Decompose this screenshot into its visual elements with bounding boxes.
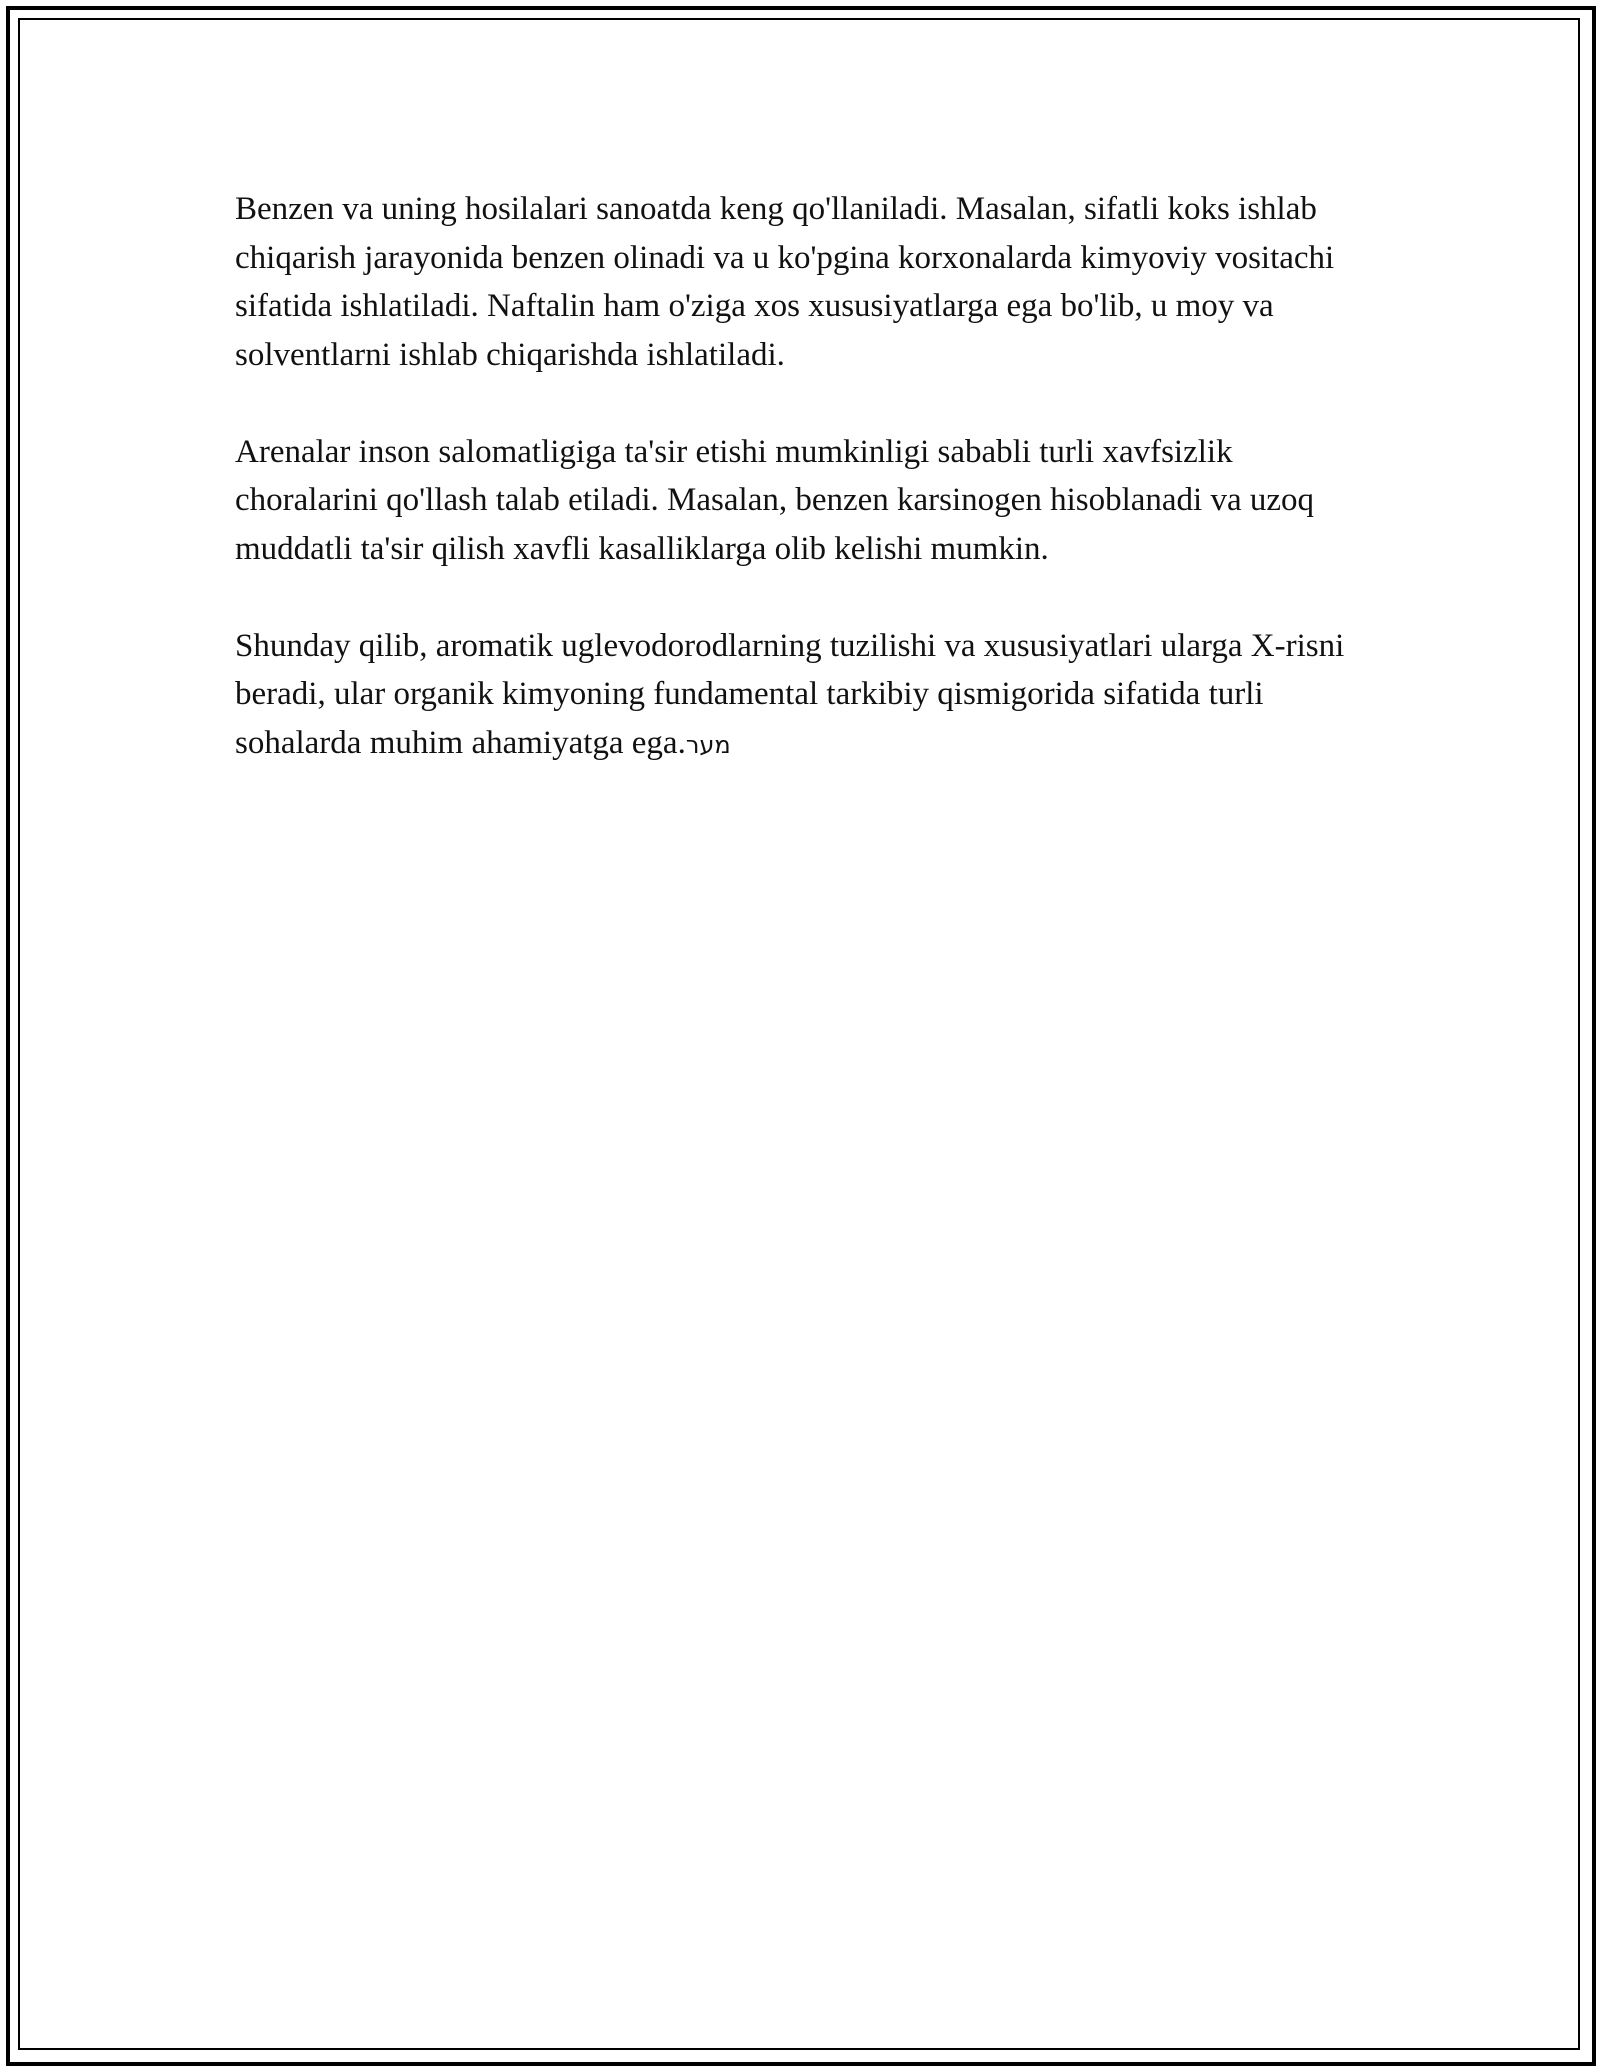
trailing-hebrew-text: מער bbox=[685, 730, 731, 759]
paragraph-benzene-industry: Benzen va uning hosilalari sanoatda keng qo'llaniladi. Masalan, sifatli koks ishlab chiqarish jarayonida benzen olinadi va u ko'pgina korxonalarda kimyoviy vositachi sifatida ishlatiladi. Naftalin ham o'ziga xos xususiyatlarga ega bo'lib, u moy va solventlarni ishlab chiqarishda ishlatiladi. bbox=[235, 191, 1335, 373]
paragraph-conclusion-text: Shunday qilib, aromatik uglevodorodlarning tuzilishi va xususiyatlari ularga X-risni beradi, ular organik kimyoning fundamental tarkibiy qismigorida sifatida turli sohalarda muhim ahamiyatga ega. bbox=[235, 627, 1345, 761]
document-body bbox=[235, 185, 1375, 769]
paragraph-safety: Arenalar inson salomatligiga ta'sir etishi mumkinligi sababli turli xavfsizlik choralarini qo'llash talab etiladi. Masalan, benzen karsinogen hisoblanadi va uzoq muddatli ta'sir qilish xavfli kasalliklarga olib kelishi mumkin. bbox=[235, 433, 1315, 567]
paragraph-conclusion bbox=[235, 622, 1375, 770]
